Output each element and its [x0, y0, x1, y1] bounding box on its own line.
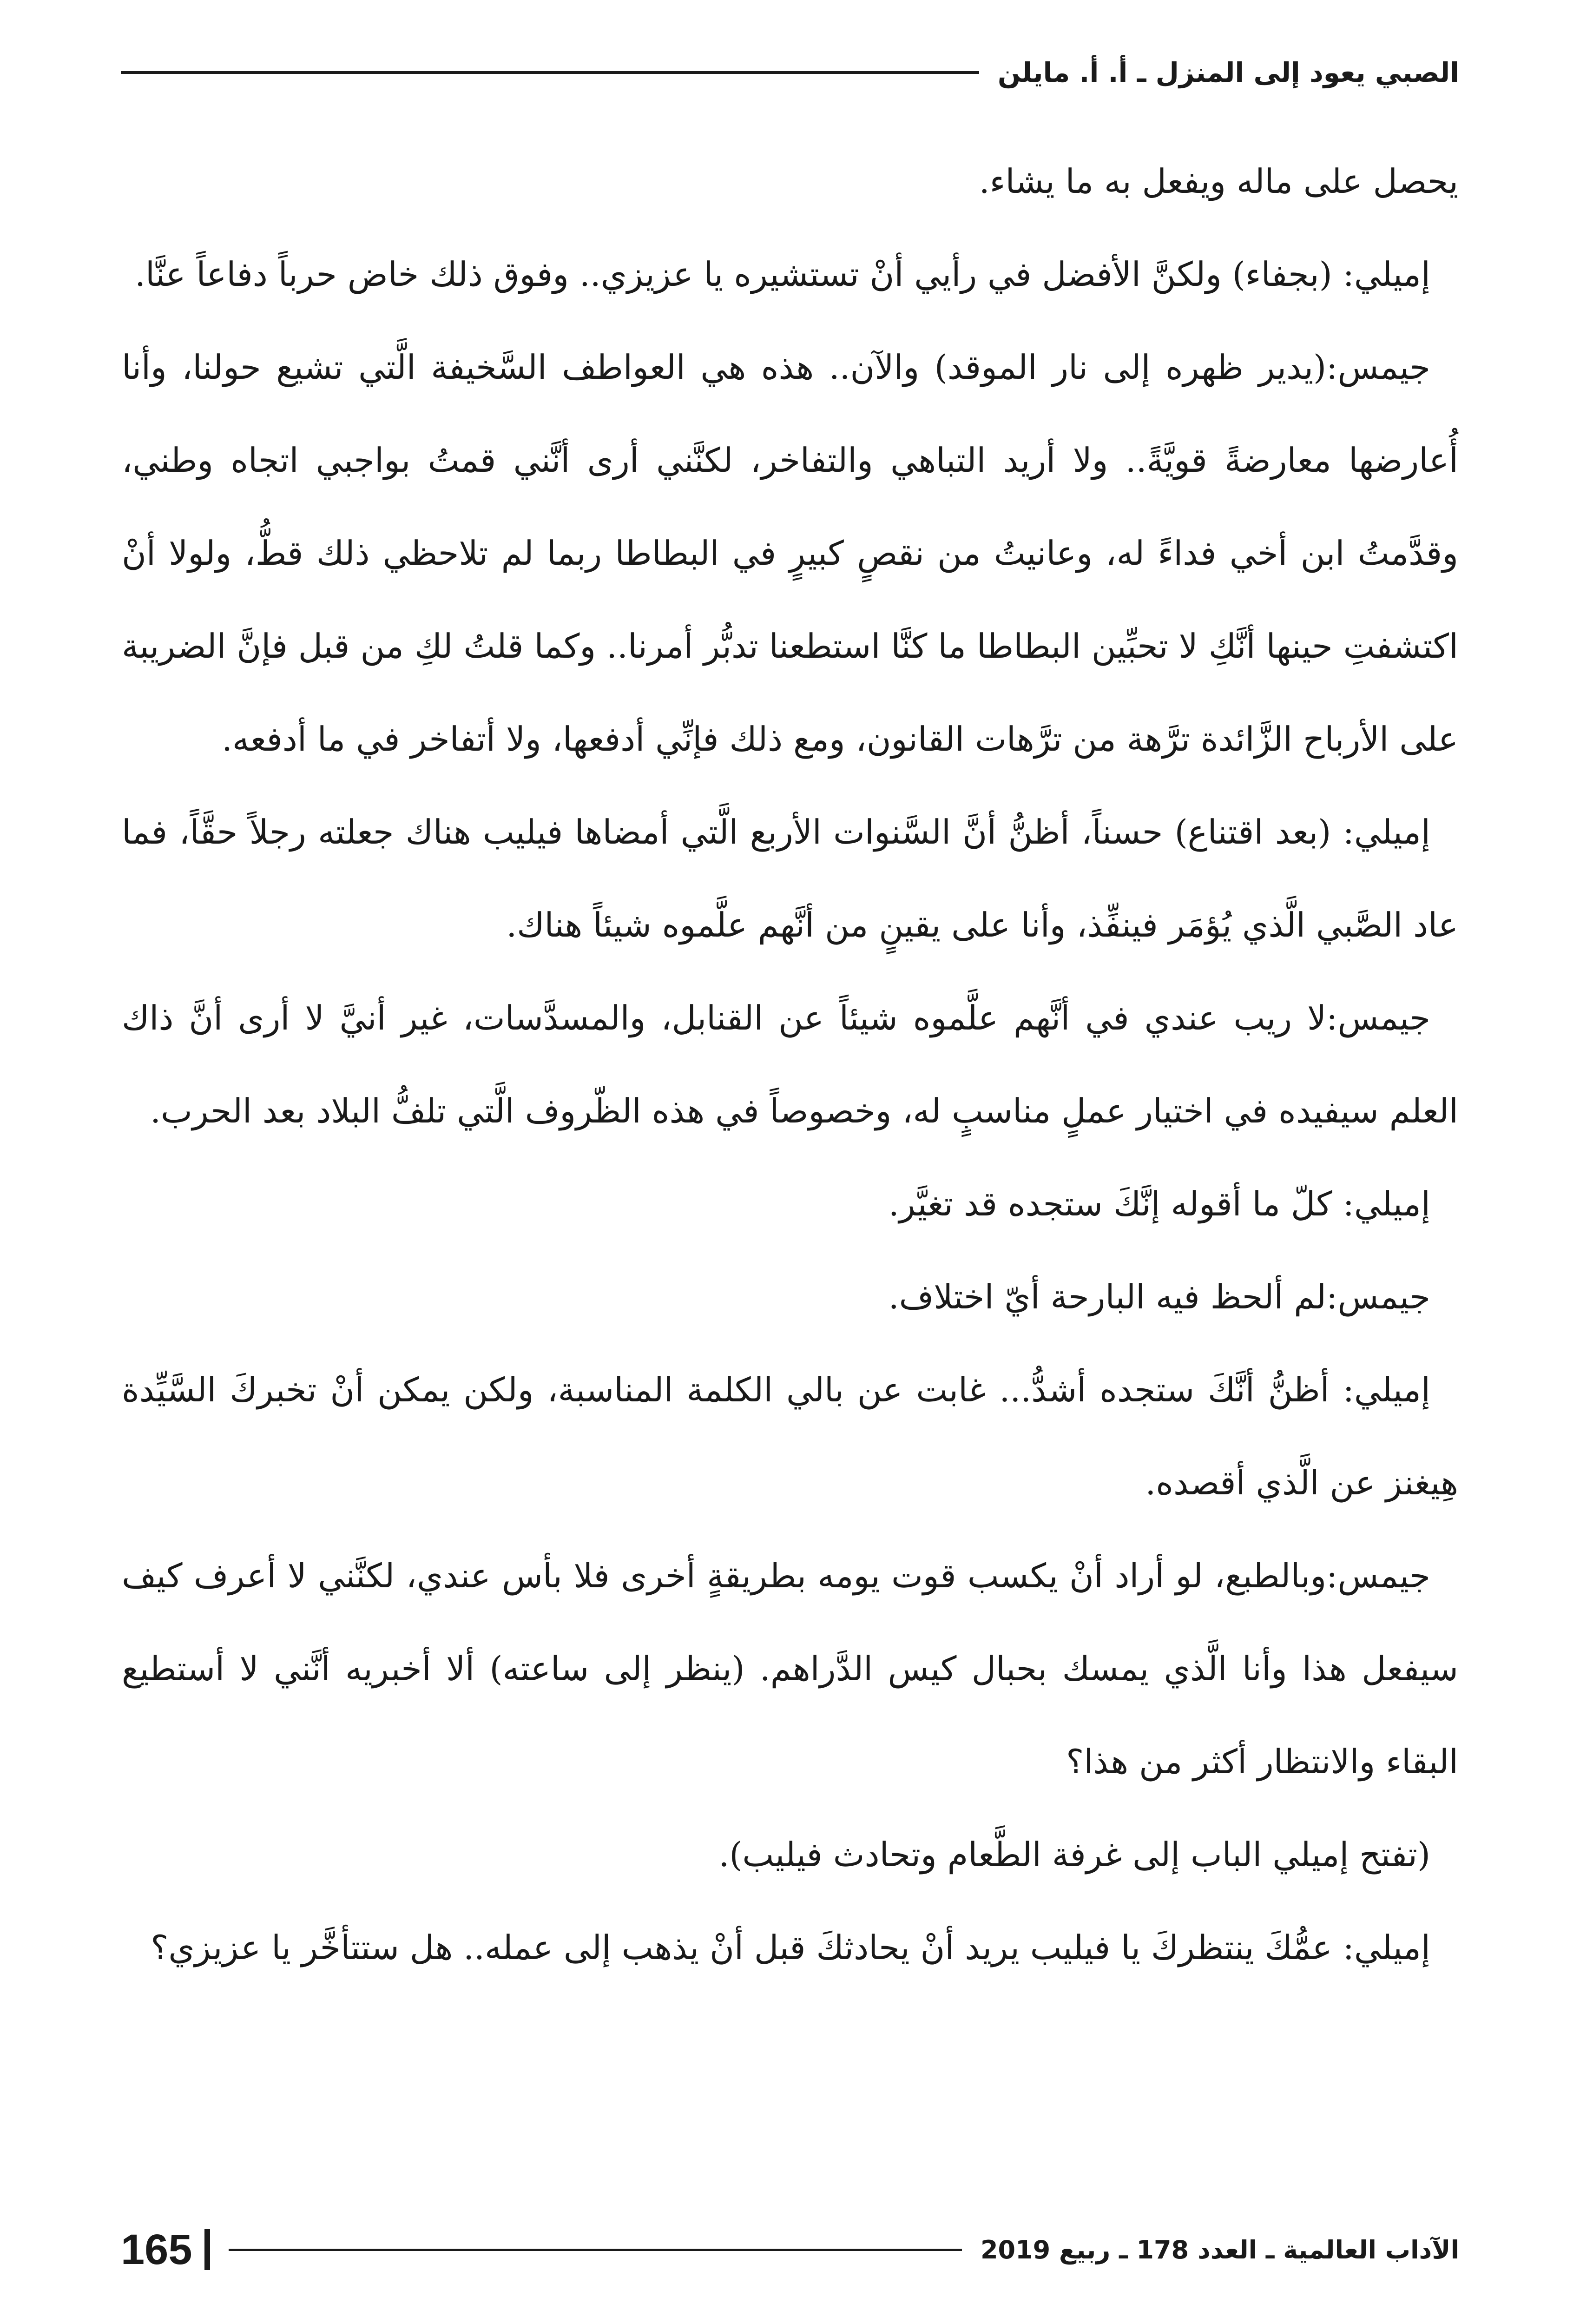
page-number: 165	[121, 2225, 192, 2273]
running-header	[121, 45, 1459, 100]
paragraph: جيمس:وبالطبع، لو أراد أنْ يكسب قوت يومه بطريقةٍ أخرى فلا بأس عندي، لكنَّني لا أعرف كيف سيفعل هذا وأنا الَّذي يمسك بحبال كيس الدَّراهم. (ينظر إلى ساعته) ألا أخبريه أنَّني لا أستطيع البقاء والانتظار أكثر من هذا؟	[122, 1556, 1458, 1781]
paragraph: إميلي: كلّ ما أقوله إنَّكَ ستجده قد تغيَّر.	[888, 1184, 1430, 1223]
running-title: الصبي يعود إلى المنزل ـ أ. أ. مايلن	[997, 57, 1459, 88]
stage-direction: (تفتح إميلي الباب إلى غرفة الطَّعام وتحادث فيليب).	[718, 1835, 1430, 1874]
paragraph: إميلي: (بعد اقتناع) حسناً، أظنُّ أنَّ السَّنوات الأربع الَّتي أمضاها فيليب هناك جعلته رجلاً حقَّاً، فما عاد الصَّبي الَّذي يُؤمَر فينفِّذ، وأنا على يقينٍ من أنَّهم علَّموه شيئاً هناك.	[122, 812, 1458, 944]
paragraph: إميلي: أظنُّ أنَّكَ ستجده أشدُّ... غابت عن بالي الكلمة المناسبة، ولكن يمكن أنْ تخبركَ السَّيِّدة هِيغنز عن الَّذي أقصده.	[122, 1370, 1458, 1502]
paragraph: إميلي: (بجفاء) ولكنَّ الأفضل في رأيي أنْ تستشيره يا عزيزي.. وفوق ذلك خاض حرباً دفاعاً عنَّا.	[135, 255, 1430, 294]
page-number-bar	[204, 2229, 210, 2270]
article-body	[122, 135, 1458, 1994]
paragraph: إميلي: عمُّكَ ينتظركَ يا فيليب يريد أنْ يحادثكَ قبل أنْ يذهب إلى عمله.. هل ستتأخَّر يا عزيزي؟	[151, 1928, 1430, 1967]
paragraph: جيمس:لا ريب عندي في أنَّهم علَّموه شيئاً عن القنابل، والمسدَّسات، غير أنيَّ لا أرى أنَّ ذاك العلم سيفيده في اختيار عملٍ مناسبٍ له، وخصوصاً في هذه الظّروف الَّتي تلفُّ البلاد بعد الحرب.	[122, 998, 1458, 1130]
footer-rule	[229, 2249, 962, 2251]
paragraph: جيمس:(يدير ظهره إلى نار الموقد) والآن.. هذه هي العواطف السَّخيفة الَّتي تشيع حولنا، وأنا أُعارضها معارضةً قويَّةً.. ولا أريد التباهي والتفاخر، لكنَّني أرى أنَّني قمتُ بواجبي اتجاه وطني، وقدَّمتُ ابن أخي فداءً له، وعانيتُ من نقصٍ كبيرٍ في البطاطا ربما لم تلاحظي ذلك قطُّ، ولولا أنْ اكتشفتِ حينها أنَّكِ لا تحبِّين البطاطا ما كنَّا استطعنا تدبُّر أمرنا.. وكما قلتُ لكِ من قبل فإنَّ الضريبة على الأرباح الزَّائدة ترَّهة من ترَّهات القانون، ومع ذلك فإنِّي أدفعها، ولا أتفاخر في ما أدفعه.	[122, 348, 1459, 759]
page-number-block	[121, 2225, 210, 2274]
header-rule	[121, 71, 979, 74]
journal-issue: الآداب العالمية ـ العدد 178 ـ ربيع 2019	[980, 2235, 1459, 2265]
paragraph: يحصل على ماله ويفعل به ما يشاء.	[979, 162, 1458, 201]
running-footer	[121, 2217, 1459, 2282]
paragraph: جيمس:لم ألحظ فيه البارحة أيّ اختلاف.	[888, 1277, 1430, 1316]
